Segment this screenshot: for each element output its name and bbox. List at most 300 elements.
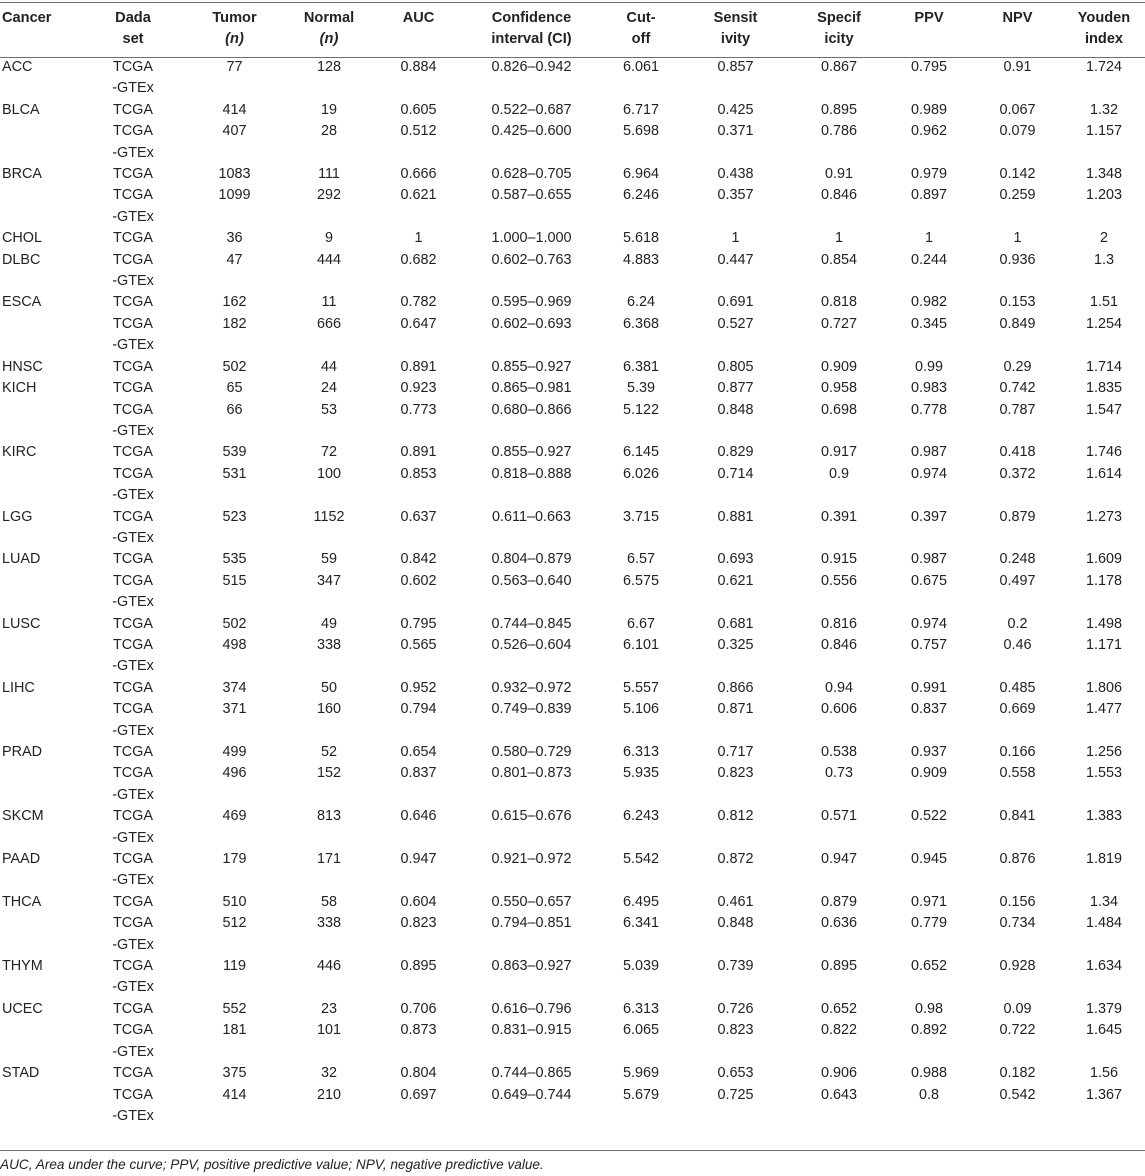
cell-cancer: THYM: [2, 958, 43, 975]
cell-specificity: 0.636: [820, 915, 857, 932]
cell-auc: 0.837: [400, 765, 437, 782]
cell-auc: 1: [414, 230, 423, 247]
cell-cutoff: 6.495: [622, 893, 659, 910]
cell-youden: 1.477: [1085, 701, 1122, 718]
cell-specificity: 0.91: [824, 166, 853, 183]
cell-sensitivity: 0.653: [717, 1065, 754, 1082]
cell-cancer: BLCA: [2, 101, 40, 118]
cell-specificity: 0.9: [828, 465, 849, 482]
cell-cutoff: 5.618: [622, 230, 659, 247]
cell-ppv: 0.991: [910, 679, 947, 696]
cell-cancer: STAD: [2, 1065, 40, 1082]
cell-auc: 0.666: [400, 166, 437, 183]
table-row: [0, 121, 1145, 164]
cell-youden: 1.178: [1085, 572, 1122, 589]
cell-cutoff: 4.883: [622, 251, 659, 268]
cell-cutoff: 6.341: [622, 915, 659, 932]
cell-normal-n: 210: [316, 1086, 341, 1103]
cell-auc: 0.697: [400, 1086, 437, 1103]
cell-specificity: 0.854: [820, 251, 857, 268]
cell-tumor-n: 375: [222, 1065, 247, 1082]
cell-sensitivity: 0.812: [717, 808, 754, 825]
cell-npv: 0.248: [999, 551, 1036, 568]
table-row: [0, 57, 1145, 100]
cell-youden: 1.254: [1085, 315, 1122, 332]
cell-tumor-n: 1083: [218, 166, 251, 183]
cell-data-set: TCGA: [113, 444, 153, 461]
cell-auc: 0.782: [400, 294, 437, 311]
cell-data-set: TCGA: [113, 230, 153, 247]
cell-cutoff: 5.106: [622, 701, 659, 718]
table-row: [0, 164, 1145, 185]
cell-data-set: [78, 763, 188, 806]
cell-sensitivity: 0.848: [717, 401, 754, 418]
cell-cancer: [0, 913, 78, 956]
cell-npv: 0.142: [999, 166, 1036, 183]
cell-cancer: [0, 314, 78, 357]
cell-tumor-n: 414: [222, 1086, 247, 1103]
cell-data-set: [78, 185, 188, 228]
cell-tumor-n: 181: [222, 1022, 247, 1039]
cell-npv: 0.166: [999, 744, 1036, 760]
cell-youden: 1.724: [1085, 59, 1122, 75]
cell-normal-n: 53: [320, 401, 337, 418]
cell-tumor-n: 1099: [218, 187, 251, 204]
cell-normal-n: 338: [316, 636, 341, 653]
cell-cancer: [0, 121, 78, 164]
cell-cutoff: 6.67: [626, 615, 655, 632]
cell-specificity: 0.846: [820, 187, 857, 204]
table-row: [0, 678, 1145, 699]
table-row: [0, 378, 1145, 399]
cell-npv: 0.669: [999, 701, 1036, 718]
cell-cancer: SKCM: [2, 808, 44, 825]
cell-sensitivity: 0.425: [717, 101, 754, 118]
cell-tumor-n: 374: [222, 679, 247, 696]
cell-auc: 0.773: [400, 401, 437, 418]
cell-ppv: 0.988: [910, 1065, 947, 1082]
table-row: [0, 1063, 1145, 1084]
table-row: [0, 892, 1145, 913]
cell-youden: 1.203: [1085, 187, 1122, 204]
cell-sensitivity: 0.877: [717, 380, 754, 397]
cell-data-set: TCGA: [113, 744, 153, 760]
cell-data-set: TCGA: [113, 358, 153, 375]
table-row: [0, 1020, 1145, 1063]
cell-auc: 0.794: [400, 701, 437, 718]
cell-normal-n: 292: [316, 187, 341, 204]
cell-ci: 0.550–0.657: [491, 893, 572, 910]
table-row: [0, 549, 1145, 570]
cell-npv: 0.928: [999, 958, 1036, 975]
cell-ppv: 0.779: [910, 915, 947, 932]
cell-sensitivity: 0.461: [717, 893, 754, 910]
cell-sensitivity: 0.739: [717, 958, 754, 975]
cell-ci: 0.580–0.729: [491, 744, 572, 760]
cell-youden: 1.553: [1085, 765, 1122, 782]
cell-ci: 0.587–0.655: [491, 187, 572, 204]
cell-normal-n: 128: [316, 59, 341, 75]
dataset-label: TCGA-GTEx: [112, 59, 154, 97]
cell-youden: 1.484: [1085, 915, 1122, 932]
cell-npv: 0.079: [999, 123, 1036, 140]
cell-cutoff: 5.039: [622, 958, 659, 975]
cell-ci: 0.615–0.676: [491, 808, 572, 825]
cell-ppv: 0.989: [910, 101, 947, 118]
cell-cancer: [0, 1020, 78, 1063]
cell-youden: 1.348: [1085, 166, 1122, 183]
cell-ppv: 0.892: [910, 1022, 947, 1039]
cell-ppv: 0.979: [910, 166, 947, 183]
table-row: [0, 250, 1145, 293]
cell-specificity: 0.643: [820, 1086, 857, 1103]
cell-data-set: TCGA: [113, 294, 153, 311]
cell-cancer: PAAD: [2, 851, 41, 868]
cell-npv: 0.153: [999, 294, 1036, 311]
cell-cancer: BRCA: [2, 166, 42, 183]
cell-sensitivity: 0.325: [717, 636, 754, 653]
cell-specificity: 0.94: [824, 679, 853, 696]
cell-tumor-n: 502: [222, 358, 247, 375]
dataset-label: TCGA-GTEx: [112, 1086, 154, 1124]
col-header-youden: Youden index: [1077, 10, 1131, 47]
table-row: [0, 314, 1145, 357]
cell-ppv: 0.652: [910, 958, 947, 975]
cell-tumor-n: 539: [222, 444, 247, 461]
cell-ppv: 0.837: [910, 701, 947, 718]
dataset-label: TCGA-GTEx: [112, 401, 154, 439]
cell-data-set: [78, 806, 188, 849]
cell-sensitivity: 0.714: [717, 465, 754, 482]
cell-ci: 0.526–0.604: [491, 636, 572, 653]
cell-npv: 0.849: [999, 315, 1036, 332]
cell-npv: 0.497: [999, 572, 1036, 589]
cell-cancer: CHOL: [2, 230, 42, 247]
cell-normal-n: 58: [320, 893, 337, 910]
cell-youden: 1.367: [1085, 1086, 1122, 1103]
cell-ci: 0.855–0.927: [491, 358, 572, 375]
cell-cutoff: 6.061: [622, 59, 659, 75]
cell-youden: 1.819: [1085, 851, 1122, 868]
dataset-label: TCGA-GTEx: [112, 851, 154, 889]
cell-sensitivity: 0.527: [717, 315, 754, 332]
cell-sensitivity: 0.357: [717, 187, 754, 204]
cell-npv: 0.841: [999, 808, 1036, 825]
cell-auc: 0.604: [400, 893, 437, 910]
cell-tumor-n: 36: [226, 230, 243, 247]
cell-data-set: TCGA: [113, 101, 153, 118]
cell-ppv: 0.757: [910, 636, 947, 653]
cell-npv: 0.29: [1003, 358, 1032, 375]
cell-auc: 0.682: [400, 251, 437, 268]
cell-youden: 1.171: [1085, 636, 1122, 653]
cell-youden: 1.379: [1085, 1000, 1122, 1017]
cell-normal-n: 813: [316, 808, 341, 825]
cell-youden: 1.34: [1089, 893, 1118, 910]
cell-npv: 0.722: [999, 1022, 1036, 1039]
cell-npv: 0.485: [999, 679, 1036, 696]
cell-tumor-n: 47: [226, 251, 243, 268]
cell-auc: 0.823: [400, 915, 437, 932]
cell-cutoff: 6.368: [622, 315, 659, 332]
cell-normal-n: 28: [320, 123, 337, 140]
cell-sensitivity: 0.866: [717, 679, 754, 696]
cell-sensitivity: 0.726: [717, 1000, 754, 1017]
cell-sensitivity: 0.438: [717, 166, 754, 183]
cell-specificity: 0.606: [820, 701, 857, 718]
cell-cancer: [0, 763, 78, 806]
cell-cancer: LGG: [2, 508, 33, 525]
cell-data-set: TCGA: [113, 551, 153, 568]
cell-specificity: 0.818: [820, 294, 857, 311]
cell-ci: 0.744–0.845: [491, 615, 572, 632]
cell-specificity: 0.958: [820, 380, 857, 397]
table-bottom-rule: [0, 1150, 1145, 1151]
cell-auc: 0.804: [400, 1065, 437, 1082]
cell-normal-n: 72: [320, 444, 337, 461]
cell-cutoff: 6.101: [622, 636, 659, 653]
cell-cancer: LIHC: [2, 679, 35, 696]
cell-cancer: [0, 464, 78, 507]
table-row: [0, 400, 1145, 443]
cell-ppv: 0.909: [910, 765, 947, 782]
cell-cutoff: 5.969: [622, 1065, 659, 1082]
cell-ppv: 0.99: [914, 358, 943, 375]
cell-cancer: PRAD: [2, 744, 42, 760]
table-row: [0, 185, 1145, 228]
cell-specificity: 0.727: [820, 315, 857, 332]
cell-npv: 0.067: [999, 101, 1036, 118]
cell-youden: 1.273: [1085, 508, 1122, 525]
cell-cutoff: 6.964: [622, 166, 659, 183]
cell-tumor-n: 371: [222, 701, 247, 718]
cell-youden: 1.256: [1085, 744, 1122, 760]
cell-tumor-n: 523: [222, 508, 247, 525]
cell-npv: 0.372: [999, 465, 1036, 482]
cell-youden: 1.56: [1089, 1065, 1118, 1082]
cell-sensitivity: 0.823: [717, 765, 754, 782]
table-row: [0, 571, 1145, 614]
cell-cancer: ACC: [2, 59, 33, 75]
cell-auc: 0.646: [400, 808, 437, 825]
cell-auc: 0.923: [400, 380, 437, 397]
cell-tumor-n: 77: [226, 59, 243, 75]
cell-cutoff: 3.715: [622, 508, 659, 525]
cell-normal-n: 100: [316, 465, 341, 482]
cell-ci: 0.602–0.763: [491, 251, 572, 268]
cell-ppv: 0.974: [910, 465, 947, 482]
col-header-cancer: Cancer: [2, 10, 52, 26]
cell-normal-n: 52: [320, 744, 337, 760]
cell-cancer: LUSC: [2, 615, 41, 632]
cell-specificity: 0.867: [820, 59, 857, 75]
cell-data-set: [78, 699, 188, 742]
cell-ci: 0.865–0.981: [491, 380, 572, 397]
cell-data-set: [78, 635, 188, 678]
cell-normal-n: 111: [318, 166, 340, 183]
cell-auc: 0.947: [400, 851, 437, 868]
cell-npv: 0.182: [999, 1065, 1036, 1082]
cell-tumor-n: 531: [222, 465, 247, 482]
cell-data-set: [78, 314, 188, 357]
col-header-normal: Normal (n): [303, 10, 355, 47]
table-row: [0, 913, 1145, 956]
cell-npv: 0.09: [1003, 1000, 1032, 1017]
cell-data-set: TCGA: [113, 679, 153, 696]
cell-ci: 0.611–0.663: [492, 508, 571, 525]
cell-cancer: [0, 185, 78, 228]
cell-data-set: [78, 913, 188, 956]
dataset-label: TCGA-GTEx: [112, 1022, 154, 1060]
cell-cutoff: 6.313: [622, 1000, 659, 1017]
cell-npv: 0.742: [999, 380, 1036, 397]
cell-auc: 0.647: [400, 315, 437, 332]
cell-normal-n: 101: [316, 1022, 341, 1039]
cell-youden: 1.746: [1085, 444, 1122, 461]
cell-cutoff: 5.698: [622, 123, 659, 140]
cell-data-set: [78, 400, 188, 443]
cell-cancer: DLBC: [2, 251, 41, 268]
table-body: [0, 57, 1145, 1127]
table-row: [0, 464, 1145, 507]
cell-tumor-n: 182: [222, 315, 247, 332]
cell-tumor-n: 502: [222, 615, 247, 632]
cell-normal-n: 444: [316, 251, 341, 268]
cell-ci: 0.921–0.972: [491, 851, 572, 868]
cell-cancer: [0, 400, 78, 443]
cell-data-set: [78, 464, 188, 507]
cell-auc: 0.621: [400, 187, 437, 204]
cell-tumor-n: 179: [222, 851, 247, 868]
col-header-tumor: Tumor (n): [212, 10, 257, 47]
cell-data-set: [78, 507, 188, 550]
cell-normal-n: 666: [316, 315, 341, 332]
cell-specificity: 0.391: [820, 508, 857, 525]
cell-auc: 0.842: [400, 551, 437, 568]
cell-ci: 0.818–0.888: [491, 465, 572, 482]
cell-ppv: 0.795: [910, 59, 947, 75]
dataset-label: TCGA-GTEx: [112, 915, 154, 953]
cell-normal-n: 9: [324, 230, 333, 247]
cell-youden: 1.32: [1089, 101, 1118, 118]
cell-youden: 1.609: [1085, 551, 1122, 568]
cell-sensitivity: 0.823: [717, 1022, 754, 1039]
cell-youden: 1.714: [1085, 358, 1122, 375]
cell-cancer: [0, 635, 78, 678]
cell-ppv: 0.522: [910, 808, 947, 825]
cell-normal-n: 49: [320, 615, 337, 632]
cell-npv: 1: [1013, 230, 1022, 247]
cell-data-set: [78, 250, 188, 293]
table-row: [0, 699, 1145, 742]
cell-cancer: ESCA: [2, 294, 42, 311]
cell-data-set: [78, 571, 188, 614]
table-row: [0, 507, 1145, 550]
cell-auc: 0.602: [400, 572, 437, 589]
cell-ppv: 0.945: [910, 851, 947, 868]
table-row: [0, 635, 1145, 678]
cell-auc: 0.654: [400, 744, 437, 760]
cell-specificity: 0.538: [820, 744, 857, 760]
cell-youden: 1.614: [1085, 465, 1122, 482]
cell-specificity: 0.556: [820, 572, 857, 589]
cell-npv: 0.418: [999, 444, 1036, 461]
cell-normal-n: 338: [316, 915, 341, 932]
cell-ppv: 0.778: [910, 401, 947, 418]
cell-specificity: 1: [834, 230, 843, 247]
cell-specificity: 0.909: [820, 358, 857, 375]
cell-ppv: 0.987: [910, 444, 947, 461]
cell-cutoff: 5.679: [622, 1086, 659, 1103]
table-row: [0, 999, 1145, 1020]
cell-youden: 1.835: [1085, 380, 1122, 397]
dataset-label: TCGA-GTEx: [112, 187, 154, 225]
cell-specificity: 0.906: [820, 1065, 857, 1082]
cell-normal-n: 19: [320, 101, 337, 118]
cell-sensitivity: 0.693: [717, 551, 754, 568]
col-header-ppv: PPV: [914, 10, 944, 26]
table-footnote: AUC, Area under the curve; PPV, positive predictive value; NPV, negative predictive value.: [0, 1157, 544, 1172]
cell-data-set: TCGA: [113, 615, 153, 632]
cell-specificity: 0.915: [820, 551, 857, 568]
cell-tumor-n: 469: [222, 808, 247, 825]
table-row: [0, 763, 1145, 806]
cell-tumor-n: 498: [222, 636, 247, 653]
cell-npv: 0.787: [999, 401, 1036, 418]
cell-cutoff: 6.026: [622, 465, 659, 482]
cell-ppv: 0.987: [910, 551, 947, 568]
cell-ci: 0.649–0.744: [491, 1086, 572, 1103]
cell-ppv: 0.897: [910, 187, 947, 204]
table-row: [0, 614, 1145, 635]
cell-cutoff: 6.575: [622, 572, 659, 589]
cell-cutoff: 6.145: [622, 444, 659, 461]
cell-sensitivity: 0.829: [717, 444, 754, 461]
cell-tumor-n: 65: [226, 380, 243, 397]
col-header-ci: Confidence interval (CI): [491, 10, 572, 47]
cell-normal-n: 152: [316, 765, 341, 782]
cell-ci: 0.628–0.705: [491, 166, 572, 183]
cell-tumor-n: 515: [222, 572, 247, 589]
cell-youden: 2: [1099, 230, 1108, 247]
cell-youden: 1.3: [1093, 251, 1114, 268]
cell-ci: 0.863–0.927: [491, 958, 572, 975]
cell-cutoff: 6.717: [622, 101, 659, 118]
cell-cancer: KICH: [2, 380, 37, 397]
dataset-label: TCGA-GTEx: [112, 508, 154, 546]
cell-npv: 0.734: [999, 915, 1036, 932]
cell-ci: 0.680–0.866: [491, 401, 572, 418]
cell-auc: 0.884: [400, 59, 437, 75]
cell-ppv: 0.397: [910, 508, 947, 525]
cell-specificity: 0.816: [820, 615, 857, 632]
cell-ci: 0.749–0.839: [491, 701, 572, 718]
cell-ci: 0.616–0.796: [491, 1000, 572, 1017]
cell-ppv: 0.345: [910, 315, 947, 332]
cell-cancer: UCEC: [2, 1000, 43, 1017]
cell-normal-n: 59: [320, 551, 337, 568]
cell-specificity: 0.571: [820, 808, 857, 825]
cell-cutoff: 6.313: [622, 744, 659, 760]
cell-data-set: [78, 1085, 188, 1128]
cell-ppv: 0.98: [914, 1000, 943, 1017]
cell-npv: 0.259: [999, 187, 1036, 204]
cell-npv: 0.876: [999, 851, 1036, 868]
cell-ci: 0.794–0.851: [491, 915, 572, 932]
dataset-label: TCGA-GTEx: [112, 636, 154, 675]
cell-npv: 0.936: [999, 251, 1036, 268]
cell-ppv: 0.982: [910, 294, 947, 311]
